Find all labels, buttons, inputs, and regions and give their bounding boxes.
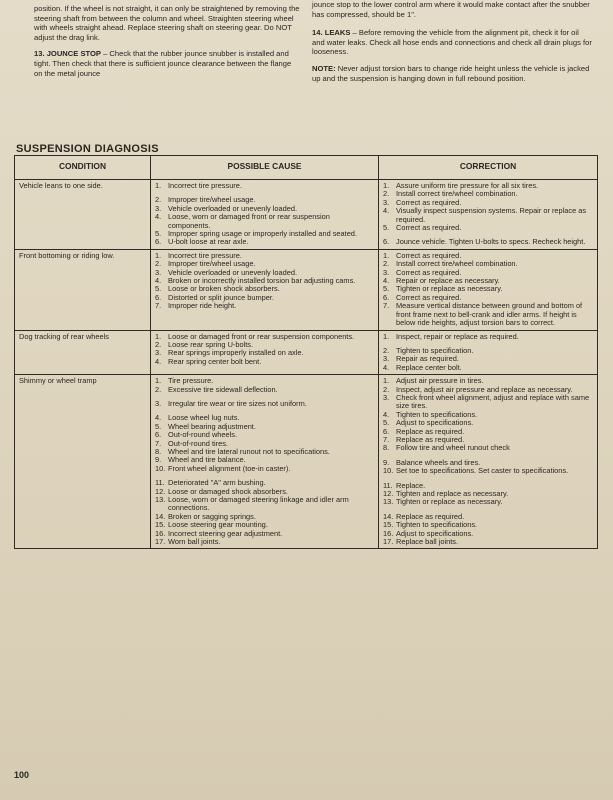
item-number: 8. bbox=[155, 446, 162, 456]
item-text: Install correct tire/wheel combination. bbox=[396, 259, 518, 269]
correction-item bbox=[383, 444, 593, 452]
item-text: Set toe to specifications. Set caster to specifications. bbox=[396, 466, 569, 476]
correction-item bbox=[383, 498, 593, 506]
right-paragraph: jounce stop to the lower control arm where it would make contact after the snubber has compressed, should be 1". bbox=[312, 0, 590, 19]
table-row bbox=[15, 375, 598, 549]
cause-item bbox=[155, 358, 374, 366]
item-text: Improper tire/wheel usage. bbox=[168, 259, 256, 269]
item-number: 9. bbox=[383, 457, 390, 467]
item-text: Worn ball joints. bbox=[168, 537, 221, 547]
cause-cell bbox=[151, 375, 379, 549]
item-number: 11. bbox=[155, 478, 165, 488]
header-correction: CORRECTION bbox=[379, 156, 598, 180]
item-heading: LEAKS bbox=[324, 28, 351, 38]
item-text: Correct as required. bbox=[396, 223, 462, 233]
item-number: 5. bbox=[155, 421, 162, 431]
item-text: U-bolt loose at rear axle. bbox=[168, 237, 249, 247]
item-text: Improper spring usage or improperly installed and seated. bbox=[168, 229, 357, 239]
item-text: Vehicle overloaded or unevenly loaded. bbox=[168, 267, 298, 277]
header-possible-cause: POSSIBLE CAUSE bbox=[151, 156, 379, 180]
item-text: – Before removing the vehicle from the alignment pit, check it for oil and water leaks. Check all hose ends and connections and check all drain plugs for looseness. bbox=[312, 28, 592, 57]
item-text: Loose wheel lug nuts. bbox=[168, 413, 240, 423]
cause-item bbox=[155, 238, 374, 246]
item-text: Tighten or replace as necessary. bbox=[396, 284, 503, 294]
item-text: Improper ride height. bbox=[168, 301, 237, 311]
cause-item bbox=[155, 386, 374, 394]
item-text: Adjust to specifications. bbox=[396, 528, 474, 538]
item-number: 4. bbox=[383, 276, 390, 286]
item-text: Tire pressure. bbox=[168, 376, 214, 386]
item-number: 13. bbox=[34, 49, 45, 59]
correction-cell bbox=[379, 249, 598, 330]
item-number: 2. bbox=[383, 189, 390, 199]
item-number: 4. bbox=[155, 212, 162, 222]
item-text: Replace ball joints. bbox=[396, 537, 459, 547]
item-text: – Check that the rubber jounce snubber is installed and tight. Then check that there is sufficient jounce clearance between the flange on the metal jounce bbox=[34, 49, 292, 78]
top-right-column bbox=[312, 0, 592, 83]
cause-cell bbox=[151, 330, 379, 375]
cause-item bbox=[155, 182, 374, 190]
item-text: Correct as required. bbox=[396, 267, 462, 277]
note-heading: NOTE: bbox=[312, 63, 336, 73]
item-text: Check front wheel alignment, adjust and replace with same size tires. bbox=[396, 392, 590, 411]
item-text: Incorrect tire pressure. bbox=[168, 181, 242, 190]
item-text: Correct as required. bbox=[396, 197, 462, 207]
cause-item bbox=[155, 496, 374, 513]
section-title: SUSPENSION DIAGNOSIS bbox=[16, 143, 159, 155]
item-text: Tighten to specifications. bbox=[396, 520, 478, 530]
item-text: Loose, worn or damaged front or rear suspension components. bbox=[168, 212, 330, 230]
item-text: Install correct tire/wheel combination. bbox=[396, 189, 518, 199]
condition-cell: Front bottoming or riding low. bbox=[15, 249, 151, 330]
item-heading: JOUNCE STOP bbox=[46, 49, 101, 59]
table-row bbox=[15, 249, 598, 330]
item-number: 6. bbox=[383, 426, 390, 436]
item-text: Replace as required. bbox=[396, 511, 465, 521]
correction-cell bbox=[379, 180, 598, 250]
item-text: Tighten and replace as necessary. bbox=[396, 489, 509, 498]
item-number: 2. bbox=[155, 259, 162, 269]
item-text: Improper tire/wheel usage. bbox=[168, 195, 256, 205]
item-number: 10. bbox=[155, 463, 166, 473]
item-text: Visually inspect suspension systems. Repair or replace as required. bbox=[396, 206, 587, 224]
item-text: Correct as required. bbox=[396, 250, 462, 260]
item-text: Tighten to specifications. bbox=[396, 409, 478, 419]
item-text: Loose steering gear mounting. bbox=[168, 520, 268, 530]
item-number: 16. bbox=[155, 528, 166, 538]
item-number: 4. bbox=[383, 409, 390, 419]
item-number: 13. bbox=[383, 497, 394, 507]
item-text: Incorrect steering gear adjustment. bbox=[168, 528, 283, 538]
item-number: 3. bbox=[383, 392, 390, 402]
item-number: 1. bbox=[383, 181, 390, 190]
item-number: 17. bbox=[383, 537, 394, 547]
item-number: 10. bbox=[383, 466, 394, 476]
item-text: Wheel bearing adjustment. bbox=[168, 421, 256, 431]
item-text: Loose rear spring U-bolts. bbox=[168, 339, 254, 349]
item-text: Loose or broken shock absorbers. bbox=[168, 284, 280, 294]
condition-cell: Dog tracking of rear wheels bbox=[15, 330, 151, 375]
item-text: Adjust air pressure in tires. bbox=[396, 376, 484, 386]
item-number: 12. bbox=[155, 486, 166, 496]
item-number: 4. bbox=[383, 206, 390, 216]
item-text: Out-of-round tires. bbox=[168, 438, 228, 448]
item-number: 13. bbox=[155, 495, 166, 504]
item-number: 7. bbox=[383, 434, 390, 444]
item-number: 6. bbox=[383, 292, 390, 302]
jounce-stop-item bbox=[34, 49, 300, 78]
correction-item bbox=[383, 207, 593, 224]
item-number: 1. bbox=[155, 181, 162, 190]
item-text: Wheel and tire lateral runout not to specifications. bbox=[168, 446, 330, 456]
cause-item bbox=[155, 465, 374, 473]
correction-item bbox=[383, 224, 593, 232]
item-number: 5. bbox=[155, 284, 162, 294]
item-number: 3. bbox=[155, 267, 162, 277]
item-text: Rear springs improperly installed on axle. bbox=[168, 348, 304, 358]
item-text: Distorted or split jounce bumper. bbox=[168, 292, 274, 302]
item-number: 5. bbox=[383, 418, 390, 428]
left-paragraph: position. If the wheel is not straight, it can only be straightened by removing the steering shaft from between the column and wheel. Straighten steering wheel with wheels straight ahead. Replace steering shaft on steering gear. Do NOT adjust the drag link. bbox=[34, 4, 300, 42]
cause-cell bbox=[151, 249, 379, 330]
item-text: Inspect, adjust air pressure and replace as necessary. bbox=[396, 384, 573, 394]
item-number: 1. bbox=[155, 331, 162, 341]
item-number: 3. bbox=[155, 203, 162, 213]
note-item bbox=[312, 64, 592, 83]
item-text: Vehicle overloaded or unevenly loaded. bbox=[168, 203, 298, 213]
item-number: 9. bbox=[155, 455, 162, 465]
item-number: 1. bbox=[383, 376, 390, 386]
correction-item bbox=[383, 394, 593, 411]
item-number: 15. bbox=[383, 520, 394, 530]
item-text: Replace. bbox=[396, 480, 426, 490]
item-text: Broken or sagging springs. bbox=[168, 511, 256, 521]
table-row bbox=[15, 180, 598, 250]
item-text: Measure vertical distance between ground and bottom of front frame next to bell-crank and idler arms. If height is below ride heights, adjust torsion bars to correct. bbox=[396, 301, 583, 328]
item-number: 5. bbox=[383, 223, 390, 233]
item-number: 4. bbox=[155, 276, 162, 286]
item-number: 5. bbox=[383, 284, 390, 294]
item-number: 4. bbox=[155, 413, 162, 423]
item-text: Incorrect tire pressure. bbox=[168, 250, 242, 260]
correction-item bbox=[383, 538, 593, 546]
item-number: 11. bbox=[383, 480, 393, 490]
cause-item bbox=[155, 538, 374, 546]
correction-item bbox=[383, 238, 593, 246]
item-number: 6. bbox=[155, 292, 162, 302]
item-text: Adjust to specifications. bbox=[396, 418, 474, 428]
item-number: 7. bbox=[383, 301, 390, 311]
item-text: Rear spring center bolt bent. bbox=[168, 356, 262, 366]
item-text: Assure uniform tire pressure for all six tires. bbox=[396, 181, 539, 190]
item-number: 2. bbox=[155, 195, 162, 205]
item-number: 6. bbox=[383, 237, 390, 247]
item-number: 3. bbox=[155, 348, 162, 358]
item-number: 14. bbox=[383, 511, 394, 521]
item-number: 2. bbox=[155, 384, 162, 394]
item-text: Loose or damaged front or rear suspension components. bbox=[168, 331, 355, 341]
item-number: 3. bbox=[383, 197, 390, 207]
note-text: Never adjust torsion bars to change ride height unless the vehicle is jacked up and the suspension is hanging down in full rebound position. bbox=[312, 63, 590, 83]
cause-item bbox=[155, 213, 374, 230]
item-text: Repair or replace as necessary. bbox=[396, 276, 500, 286]
item-number: 15. bbox=[155, 520, 166, 530]
item-number: 2. bbox=[155, 339, 162, 349]
leaks-item bbox=[312, 28, 592, 57]
item-number: 17. bbox=[155, 537, 166, 547]
item-number: 8. bbox=[383, 443, 390, 453]
page-number: 100 bbox=[14, 770, 30, 780]
item-text: Replace center bolt. bbox=[396, 362, 462, 372]
item-number: 4. bbox=[155, 356, 162, 366]
item-number: 5. bbox=[155, 229, 162, 239]
cause-item bbox=[155, 400, 374, 408]
item-text: Balance wheels and tires. bbox=[396, 457, 481, 467]
item-text: Front wheel alignment (toe-in caster). bbox=[168, 463, 291, 473]
correction-item bbox=[383, 333, 593, 341]
item-text: Tighten to specification. bbox=[396, 345, 474, 355]
item-number: 4. bbox=[383, 362, 390, 372]
item-number: 12. bbox=[383, 489, 394, 498]
condition-cell: Shimmy or wheel tramp bbox=[15, 375, 151, 549]
correction-cell bbox=[379, 330, 598, 375]
correction-cell bbox=[379, 375, 598, 549]
cause-cell bbox=[151, 180, 379, 250]
correction-item bbox=[383, 364, 593, 372]
item-text: Follow tire and wheel runout check bbox=[396, 443, 510, 453]
top-left-column bbox=[34, 4, 300, 78]
item-number: 1. bbox=[383, 331, 390, 341]
item-text: Loose, worn or damaged steering linkage and idler arm connections. bbox=[168, 495, 349, 513]
item-number: 3. bbox=[383, 354, 390, 364]
diagnosis-table bbox=[14, 155, 598, 549]
condition-cell: Vehicle leans to one side. bbox=[15, 180, 151, 250]
header-condition: CONDITION bbox=[15, 156, 151, 180]
item-text: Replace as required. bbox=[396, 434, 465, 444]
item-number: 6. bbox=[155, 237, 162, 247]
correction-item bbox=[383, 302, 593, 327]
item-text: Repair as required. bbox=[396, 354, 459, 364]
item-text: Irregular tire wear or tire sizes not uniform. bbox=[168, 398, 307, 408]
item-number: 14. bbox=[312, 28, 323, 38]
item-text: Inspect, repair or replace as required. bbox=[396, 331, 519, 341]
item-text: Wheel and tire balance. bbox=[168, 455, 246, 465]
cause-item bbox=[155, 302, 374, 310]
item-text: Correct as required. bbox=[396, 292, 462, 302]
correction-item bbox=[383, 467, 593, 475]
table-header-row bbox=[15, 156, 598, 180]
item-number: 7. bbox=[155, 438, 162, 448]
item-text: Jounce vehicle. Tighten U-bolts to specs. Recheck height. bbox=[396, 237, 586, 247]
item-text: Deteriorated "A" arm bushing. bbox=[168, 478, 266, 488]
item-number: 7. bbox=[155, 301, 162, 311]
item-number: 3. bbox=[383, 267, 390, 277]
item-number: 2. bbox=[383, 345, 390, 355]
item-number: 3. bbox=[155, 398, 162, 408]
item-number: 1. bbox=[383, 250, 390, 260]
item-number: 2. bbox=[383, 384, 390, 394]
item-number: 1. bbox=[155, 250, 162, 260]
item-number: 6. bbox=[155, 430, 162, 440]
table-row bbox=[15, 330, 598, 375]
item-number: 1. bbox=[155, 376, 162, 386]
item-number: 14. bbox=[155, 511, 166, 521]
item-text: Out-of-round wheels. bbox=[168, 430, 238, 440]
item-text: Excessive tire sidewall deflection. bbox=[168, 384, 278, 394]
item-number: 16. bbox=[383, 528, 394, 538]
item-text: Replace as required. bbox=[396, 426, 465, 436]
item-text: Loose or damaged shock absorbers. bbox=[168, 486, 288, 496]
item-text: Broken or incorrectly installed torsion bar adjusting cams. bbox=[168, 276, 356, 286]
item-number: 2. bbox=[383, 259, 390, 269]
item-text: Tighten or replace as necessary. bbox=[396, 497, 503, 507]
